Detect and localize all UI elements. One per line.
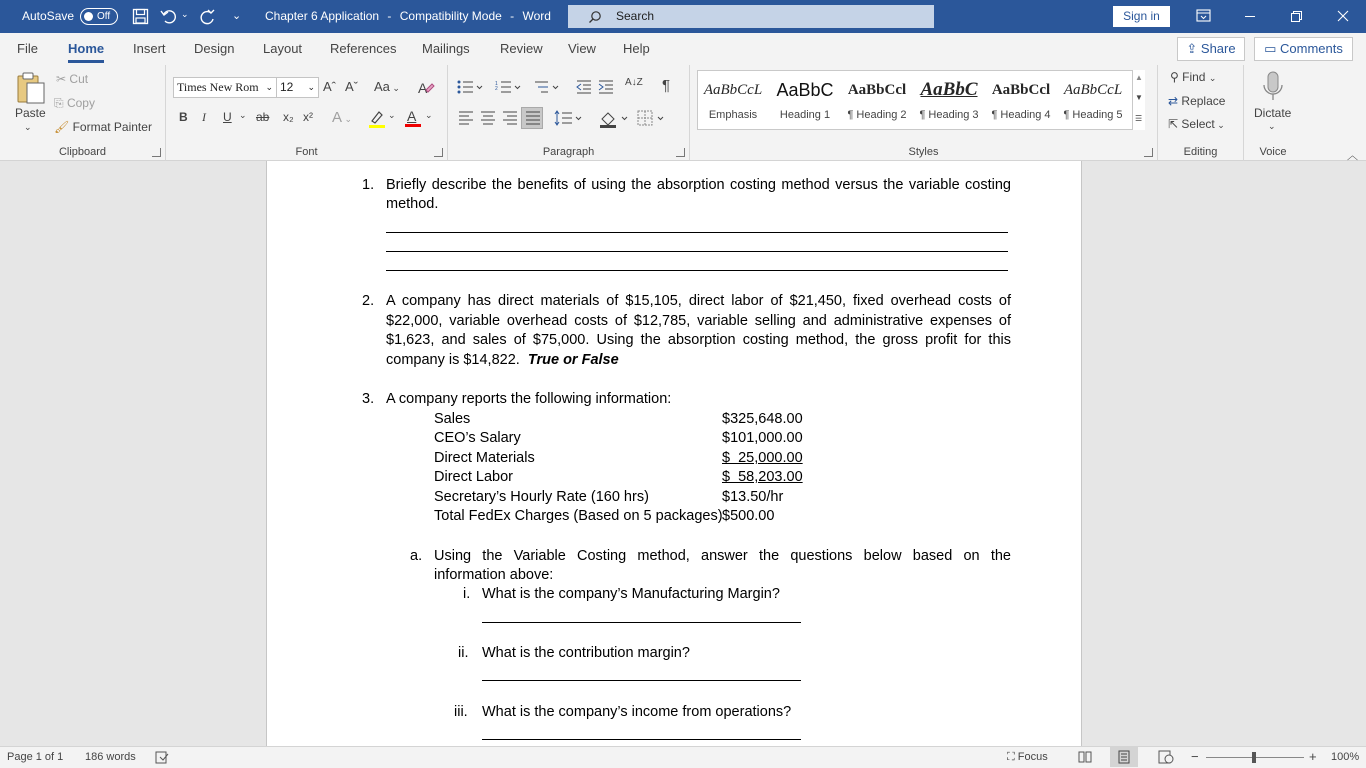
font-color-dropdown-icon[interactable]: ⌄ xyxy=(425,110,433,120)
q2-text-line: A company has direct materials of $15,105, direct labor of $21,450, fixed overhead costs of xyxy=(386,293,1011,309)
tab-mailings[interactable]: Mailings xyxy=(422,41,470,56)
replace-label: Replace xyxy=(1181,94,1226,108)
table-row-label: Direct Labor xyxy=(434,469,513,485)
scroll-up-icon[interactable]: ▲ xyxy=(1135,73,1143,82)
editing-group xyxy=(1158,65,1244,161)
proofing-icon[interactable] xyxy=(155,751,169,764)
style-heading-4[interactable] xyxy=(989,71,1053,131)
paragraph-group xyxy=(448,65,690,161)
q3a-text-line: Using the Variable Costing method, answer the questions below based on the xyxy=(434,548,1011,564)
table-row-value: $ 58,203.00 xyxy=(722,469,803,485)
style-emphasis[interactable] xyxy=(701,71,765,131)
answer-line xyxy=(482,739,801,740)
close-button[interactable] xyxy=(1320,0,1366,33)
q1-text-line: method. xyxy=(386,196,439,212)
cursor-icon: ⇱ xyxy=(1168,117,1179,131)
answer-line xyxy=(386,251,1008,252)
align-right-icon[interactable] xyxy=(502,111,518,125)
show-formatting-marks-icon[interactable]: ¶ xyxy=(662,77,671,94)
multilevel-list-icon[interactable] xyxy=(534,80,560,94)
tab-help[interactable]: Help xyxy=(623,41,650,56)
underline-dropdown-icon[interactable]: ⌄ xyxy=(239,110,247,120)
q3-intro: A company reports the following information: xyxy=(386,391,672,407)
cut-label: Cut xyxy=(69,72,89,86)
q3a-text-line: information above: xyxy=(434,567,554,583)
share-button[interactable] xyxy=(1177,37,1245,61)
paste-label: Paste xyxy=(15,106,46,120)
sub-question-text: What is the company’s income from operations? xyxy=(482,704,792,720)
style-name: ¶ Heading 4 xyxy=(991,109,1051,121)
q3-number: 3. xyxy=(362,391,375,407)
italic-button[interactable]: I xyxy=(202,110,206,124)
font-label: Font xyxy=(295,146,318,158)
svg-text:2: 2 xyxy=(495,86,498,92)
subscript-button[interactable]: x₂ xyxy=(283,110,294,124)
bullets-icon[interactable] xyxy=(457,80,483,94)
q2-text-line: $22,000, variable overhead costs of $12,785, variable selling and administrative expenses of xyxy=(386,313,1011,329)
find-label: Find xyxy=(1182,70,1206,84)
toggle-knob xyxy=(84,12,93,21)
font-name-value: Times New Rom xyxy=(177,80,259,94)
decrease-indent-icon[interactable] xyxy=(576,80,592,94)
sign-in-button[interactable]: Sign in xyxy=(1113,6,1170,27)
style-preview: AaBbC xyxy=(920,79,978,100)
page-count[interactable]: Page 1 of 1 xyxy=(7,751,64,763)
search-box[interactable] xyxy=(568,5,934,28)
undo-dropdown-icon[interactable]: ⌄ xyxy=(181,9,189,19)
text-effects-button[interactable]: A ⌄ xyxy=(332,109,353,126)
clear-formatting-icon[interactable] xyxy=(417,79,435,97)
find-button[interactable]: ⚲ Find ⌄ xyxy=(1170,70,1217,84)
undo-icon[interactable] xyxy=(160,8,177,25)
font-launcher-icon[interactable] xyxy=(434,148,443,157)
align-center-icon[interactable] xyxy=(480,111,496,125)
editing-label: Editing xyxy=(1183,146,1218,158)
clipboard-label: Clipboard xyxy=(58,146,107,158)
focus-label: Focus xyxy=(1017,751,1048,763)
change-case-button[interactable]: Aa ⌄ xyxy=(374,79,400,94)
table-row-value: $325,648.00 xyxy=(722,411,803,427)
print-layout-button[interactable] xyxy=(1110,747,1138,767)
answer-line xyxy=(482,680,801,681)
dictate-label: Dictate xyxy=(1254,106,1292,120)
sub-question-number: iii. xyxy=(454,704,468,720)
q1-text-line: Briefly describe the benefits of using the absorption costing method versus the variable costing xyxy=(386,177,1011,193)
comment-icon: ▭ xyxy=(1264,41,1277,56)
numbering-icon[interactable] xyxy=(495,80,521,94)
tab-references[interactable]: References xyxy=(330,41,397,56)
autosave-toggle[interactable] xyxy=(80,8,118,25)
save-icon[interactable] xyxy=(132,8,149,25)
format-painter-label: Format Painter xyxy=(72,120,152,134)
restore-button[interactable] xyxy=(1273,0,1319,33)
table-row-value: $ 25,000.00 xyxy=(722,450,803,466)
table-row-value: $500.00 xyxy=(722,508,775,524)
voice-label: Voice xyxy=(1259,146,1287,158)
autosave-label: AutoSave xyxy=(22,9,75,23)
style-preview: AaBbCcl xyxy=(991,82,1051,98)
style-heading-3[interactable] xyxy=(917,71,981,131)
dictate-dropdown-icon: ⌄ xyxy=(1268,121,1276,131)
paragraph-launcher-icon[interactable] xyxy=(676,148,685,157)
app-name: Word xyxy=(522,9,551,23)
tab-home[interactable]: Home xyxy=(68,33,104,65)
answer-line xyxy=(482,622,801,623)
zoom-slider-thumb[interactable] xyxy=(1252,752,1256,763)
select-label: Select xyxy=(1181,117,1215,131)
select-button[interactable]: ⇱ Select ⌄ xyxy=(1168,117,1225,131)
table-row-value: $13.50/hr xyxy=(722,489,784,505)
tab-design[interactable]: Design xyxy=(194,41,235,56)
text-effects-letter: A xyxy=(332,109,343,126)
zoom-level[interactable]: 100% xyxy=(1331,751,1360,763)
font-size-select[interactable] xyxy=(276,77,319,98)
bold-button[interactable]: B xyxy=(179,110,188,124)
style-heading-2[interactable] xyxy=(845,71,909,131)
tab-view[interactable]: View xyxy=(568,41,596,56)
table-row-label: Direct Materials xyxy=(434,450,535,466)
table-row-value: $101,000.00 xyxy=(722,430,803,446)
style-preview: AaBbCcl xyxy=(847,82,907,98)
dictate-button[interactable] xyxy=(1244,69,1302,135)
shading-icon[interactable] xyxy=(599,110,629,128)
style-name: Emphasis xyxy=(708,109,758,121)
styles-launcher-icon[interactable] xyxy=(1144,148,1153,157)
document-title xyxy=(265,0,551,33)
comments-label: Comments xyxy=(1280,41,1343,56)
ribbon-display-options-icon[interactable] xyxy=(1196,9,1212,23)
voice-group xyxy=(1244,65,1302,161)
tab-insert[interactable]: Insert xyxy=(133,41,166,56)
paste-dropdown-icon: ⌄ xyxy=(24,122,32,132)
q2-number: 2. xyxy=(362,293,375,309)
replace-button[interactable] xyxy=(1168,94,1225,108)
sub-question-number: i. xyxy=(463,586,471,602)
highlight-icon[interactable] xyxy=(368,109,386,129)
copy-icon: ⎘ xyxy=(54,96,64,110)
q1-number: 1. xyxy=(362,177,375,193)
style-name: ¶ Heading 3 xyxy=(919,109,979,121)
doc-name: Chapter 6 Application xyxy=(265,9,380,23)
search-placeholder: Search xyxy=(616,9,655,23)
style-preview: AaBbCcL xyxy=(703,82,763,98)
clipboard-group xyxy=(0,65,166,161)
collapse-ribbon-icon[interactable]: ︿ xyxy=(1347,150,1358,162)
strikethrough-button[interactable]: ab xyxy=(256,110,270,124)
style-heading-5[interactable] xyxy=(1061,71,1125,131)
word-count[interactable]: 186 words xyxy=(85,751,136,763)
scissors-icon: ✂ xyxy=(56,72,67,86)
search-icon xyxy=(588,10,602,24)
q2-text-line xyxy=(386,351,619,371)
superscript-button[interactable]: x² xyxy=(303,110,313,124)
change-case-label: Aa xyxy=(374,79,390,94)
title-separator: - xyxy=(510,9,515,23)
justify-button[interactable] xyxy=(521,107,543,129)
font-size-value: 12 xyxy=(280,80,294,94)
sub-question-number: ii. xyxy=(458,645,469,661)
font-color-icon[interactable] xyxy=(405,108,421,128)
comments-button[interactable] xyxy=(1254,37,1353,61)
format-painter-button[interactable] xyxy=(54,120,152,134)
style-preview: AaBbC xyxy=(776,80,834,100)
table-row-label: CEO’s Salary xyxy=(434,430,521,446)
svg-text:A: A xyxy=(418,80,428,96)
borders-icon[interactable] xyxy=(637,110,667,126)
font-color-letter: A xyxy=(407,108,417,124)
zoom-out-button[interactable]: − xyxy=(1191,749,1199,764)
paragraph-label: Paragraph xyxy=(542,146,595,158)
title-bar xyxy=(0,0,1366,33)
copy-button[interactable] xyxy=(54,96,95,111)
answer-line xyxy=(386,270,1008,271)
read-mode-icon[interactable] xyxy=(1078,750,1092,764)
tab-review[interactable]: Review xyxy=(500,41,543,56)
microphone-icon xyxy=(1262,71,1284,103)
chevron-down-icon: ⌄ xyxy=(307,82,315,92)
tab-layout[interactable]: Layout xyxy=(263,41,303,56)
styles-gallery xyxy=(697,70,1145,130)
paintbrush-icon: 🖌 xyxy=(54,120,70,134)
focus-button[interactable] xyxy=(1007,747,1048,767)
share-icon: ⇪ xyxy=(1186,41,1198,56)
styles-scroll[interactable] xyxy=(1132,70,1145,130)
autosave-state: Off xyxy=(97,11,111,22)
chevron-down-icon: ⌄ xyxy=(265,82,273,92)
zoom-in-button[interactable]: + xyxy=(1309,749,1317,764)
q2-text-line: $1,623, and sales of $75,000. Using the absorption costing method, the gross profit for this xyxy=(386,332,1011,348)
svg-text:1: 1 xyxy=(495,81,498,87)
line-spacing-icon[interactable] xyxy=(554,110,582,126)
tab-file[interactable]: File xyxy=(17,41,38,56)
sub-question-text: What is the company’s Manufacturing Margin? xyxy=(482,586,780,602)
more-styles-icon[interactable]: ☰ xyxy=(1135,114,1143,123)
table-row-label: Sales xyxy=(434,411,471,427)
paste-button[interactable] xyxy=(8,70,48,136)
ribbon xyxy=(0,65,1366,161)
web-layout-icon[interactable] xyxy=(1158,750,1174,764)
style-name: Heading 1 xyxy=(779,109,831,121)
search-icon: ⚲ xyxy=(1170,70,1179,84)
style-name: ¶ Heading 5 xyxy=(1063,109,1123,121)
align-left-icon[interactable] xyxy=(458,111,474,125)
style-name: ¶ Heading 2 xyxy=(847,109,907,121)
cut-button[interactable] xyxy=(56,72,88,86)
focus-icon: ⛶ xyxy=(1007,751,1015,763)
font-group xyxy=(166,65,448,161)
share-label: Share xyxy=(1200,41,1236,56)
table-row-label: Total FedEx Charges (Based on 5 packages) xyxy=(434,508,723,524)
style-heading-1[interactable] xyxy=(773,71,837,131)
q3a-number: a. xyxy=(410,548,423,564)
title-separator: - xyxy=(387,9,392,23)
grow-font-button[interactable]: Aˆ xyxy=(323,79,336,94)
compat-mode: Compatibility Mode xyxy=(399,9,502,23)
minimize-button[interactable] xyxy=(1227,0,1273,33)
document-page[interactable] xyxy=(266,161,1082,746)
menu-bar xyxy=(0,33,1366,65)
font-name-select[interactable] xyxy=(173,77,277,98)
customize-toolbar-icon[interactable]: ⌄ xyxy=(232,10,242,22)
true-or-false: True or False xyxy=(527,352,619,368)
clipboard-launcher-icon[interactable] xyxy=(152,148,161,157)
highlight-dropdown-icon[interactable]: ⌄ xyxy=(388,110,396,120)
sort-icon[interactable]: A↓Z xyxy=(625,77,643,88)
answer-line xyxy=(386,232,1008,233)
replace-icon: ⇄ xyxy=(1168,94,1179,108)
q2-text: company is $14,822. xyxy=(386,352,520,368)
sub-question-text: What is the contribution margin? xyxy=(482,645,690,661)
table-row-label: Secretary’s Hourly Rate (160 hrs) xyxy=(434,489,649,505)
styles-label: Styles xyxy=(908,146,939,158)
underline-button[interactable]: U xyxy=(223,110,232,124)
shrink-font-button[interactable]: Aˇ xyxy=(345,79,358,94)
paste-icon xyxy=(16,72,46,104)
redo-icon[interactable] xyxy=(199,8,216,25)
status-bar xyxy=(0,746,1366,768)
scroll-down-icon[interactable]: ▼ xyxy=(1135,93,1143,102)
style-preview: AaBbCcL xyxy=(1063,82,1123,98)
increase-indent-icon[interactable] xyxy=(598,80,614,94)
copy-label: Copy xyxy=(66,96,95,110)
